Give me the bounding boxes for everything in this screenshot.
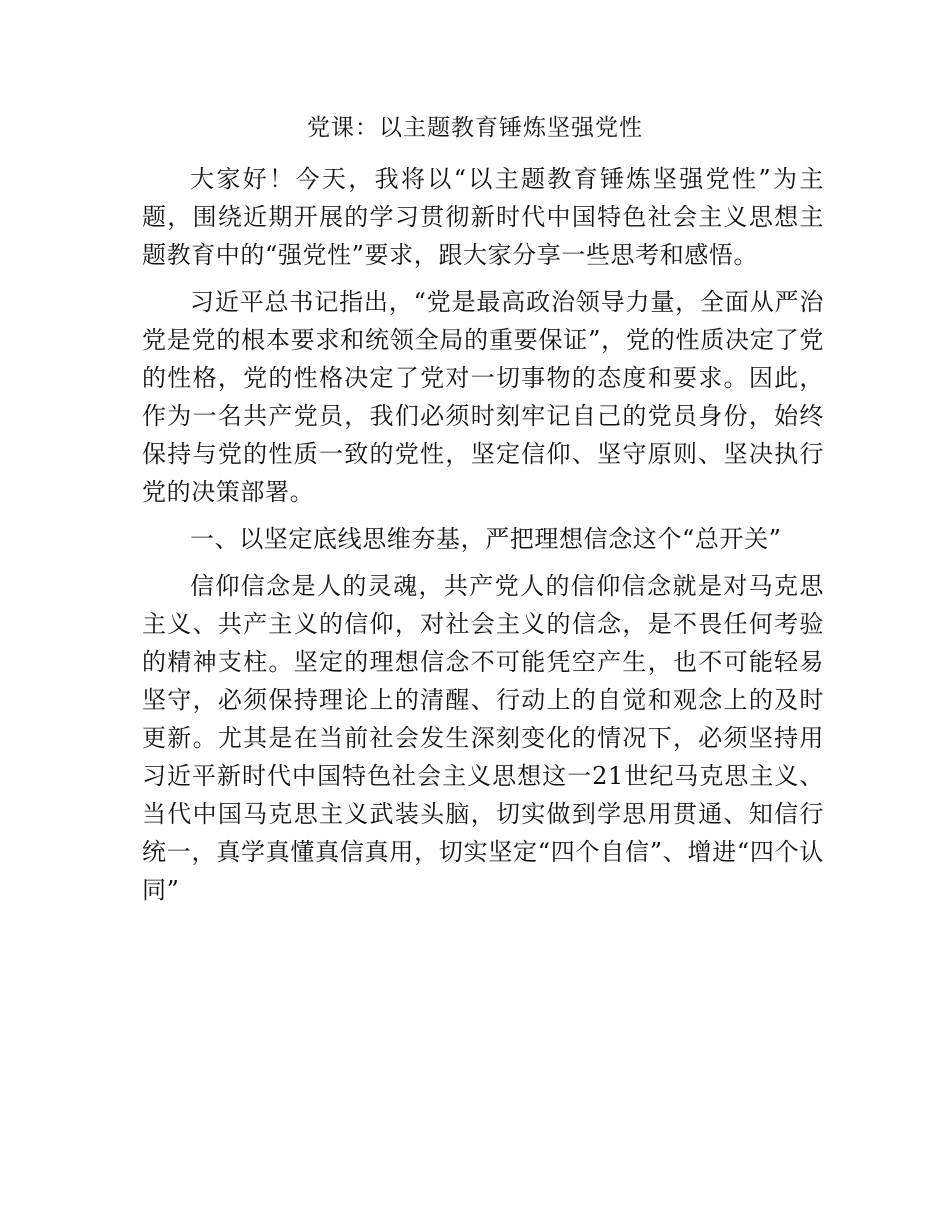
- document-title: 党课：以主题教育锤炼坚强党性: [307, 115, 643, 141]
- quote-paragraph: 习近平总书记指出，“党是最高政治领导力量，全面从严治党是党的根本要求和统领全局的重要保证”，党的性质决定了党的性格，党的性格决定了党对一切事物的态度和要求。因此，作为一名共产党员，我们必须时刻牢记自己的党员身份，始终保持与党的性质一致的党性，坚定信仰、坚守原则、坚决执行党的决策部署。: [142, 288, 824, 506]
- section-one-heading: 一、以坚定底线思维夯基，严把理想信念这个“总开关”: [190, 525, 782, 553]
- document-body: [142, 160, 824, 918]
- intro-paragraph: 大家好！今天，我将以“以主题教育锤炼坚强党性”为主题，围绕近期开展的学习贯彻新时代中国特色社会主义思想主题教育中的“强党性”要求，跟大家分享一些思考和感悟。: [142, 165, 824, 269]
- section-one-paragraph: 信仰信念是人的灵魂，共产党人的信仰信念就是对马克思主义、共产主义的信仰，对社会主义的信念，是不畏任何考验的精神支柱。坚定的理想信念不可能凭空产生，也不可能轻易坚守，必须保持理论上的清醒、行动上的自觉和观念上的及时更新。尤其是在当前社会发生深刻变化的情况下，必须坚持用习近平新时代中国特色社会主义思想这一21世纪马克思主义、当代中国马克思主义武装头脑，切实做到学思用贯通、知信行统一，真学真懂真信真用，切实坚定“四个自信”、增进“四个认同”: [142, 572, 824, 904]
